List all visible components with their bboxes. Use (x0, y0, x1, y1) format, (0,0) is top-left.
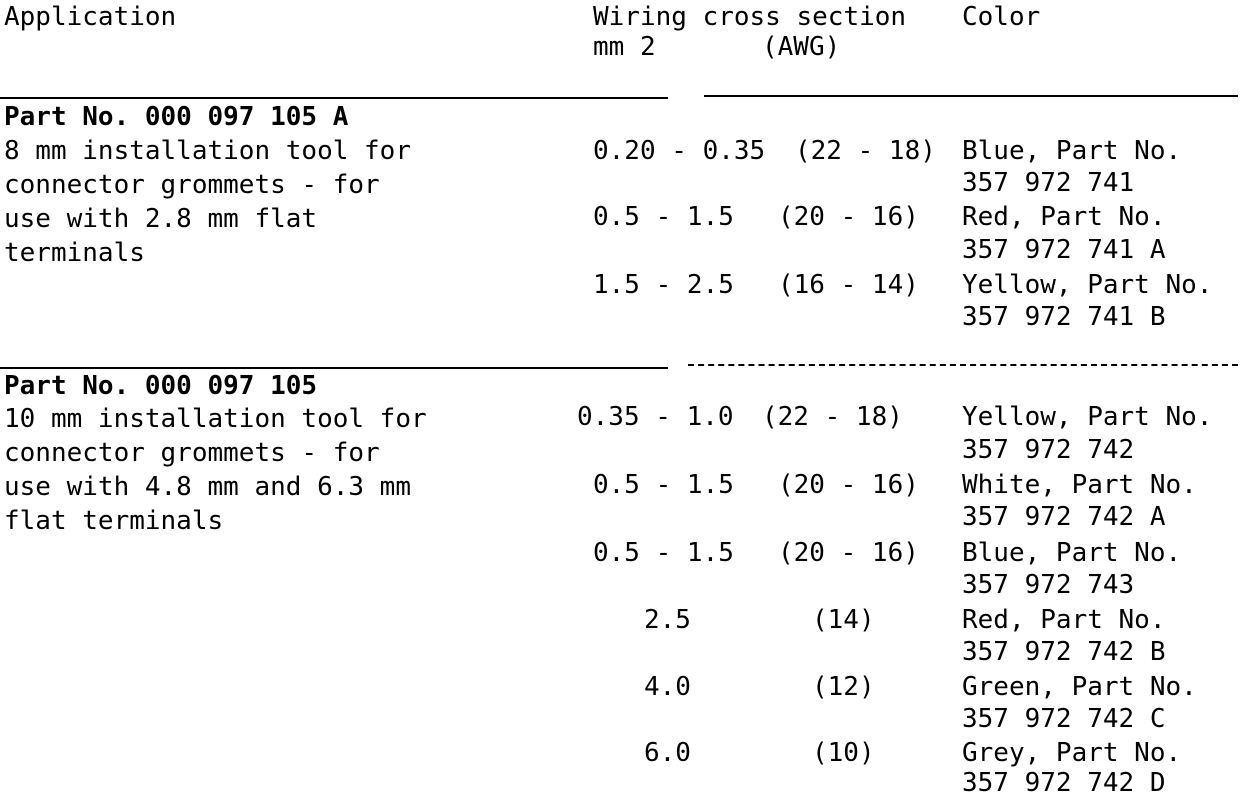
group1-desc-line3: use with 2.8 mm flat (4, 204, 318, 234)
g1-row2-color: Red, Part No. (962, 202, 1166, 232)
g2-row3-awg: (20 - 16) (778, 538, 919, 568)
g2-row3-color: Blue, Part No. (962, 538, 1182, 568)
g2-row5-part: 357 972 742 C (962, 704, 1166, 734)
g1-row3-part: 357 972 741 B (962, 302, 1166, 332)
g1-row3-mm2: 1.5 - 2.5 (593, 270, 734, 300)
group1-desc-line2: connector grommets - for (4, 170, 380, 200)
g1-row3-color: Yellow, Part No. (962, 270, 1213, 300)
g2-row4-awg: (14) (812, 605, 875, 635)
g2-row4-mm2: 2.5 (644, 605, 691, 635)
g2-row1-color: Yellow, Part No. (962, 402, 1213, 432)
g2-row5-color: Green, Part No. (962, 672, 1197, 702)
group2-desc-line3: use with 4.8 mm and 6.3 mm (4, 472, 411, 502)
g2-row4-color: Red, Part No. (962, 605, 1166, 635)
header-awg-bound: (AWG) (762, 32, 841, 62)
g2-row5-awg: (12) (812, 672, 875, 702)
g2-row2-awg: (20 - 16) (778, 470, 919, 500)
header-mm2: mm 2 (593, 32, 656, 62)
group-divider-right (688, 364, 1238, 366)
g2-row5-mm2: 4.0 (644, 672, 691, 702)
group1-desc-line4: terminals (4, 238, 145, 268)
g1-row2-mm2: 0.5 - 1.5 (593, 202, 734, 232)
header-divider-right (704, 95, 1238, 97)
g2-row1-awg: (22 - 18) (762, 402, 903, 432)
g1-row2-awg: (20 - 16) (778, 202, 919, 232)
group1-desc-line1: 8 mm installation tool for (4, 136, 411, 166)
g1-row2-part: 357 972 741 A (962, 235, 1166, 265)
g1-row1-mm2: 0.20 - 0.35 (593, 136, 766, 166)
header-application: Application (4, 2, 177, 32)
g1-row1-part: 357 972 741 (962, 168, 1135, 198)
g1-row1-awg: (22 - 18) (795, 136, 936, 166)
group2-desc-line1: 10 mm installation tool for (4, 404, 427, 434)
g2-row6-part: 357 972 742 D (962, 768, 1166, 798)
header-color: Color (962, 2, 1041, 32)
g1-row1-color: Blue, Part No. (962, 136, 1182, 166)
header-wiring-cross-section: Wiring cross section (593, 2, 907, 32)
g2-row6-color: Grey, Part No. (962, 738, 1182, 768)
g2-row3-part: 357 972 743 (962, 570, 1135, 600)
g2-row6-awg: (10) (812, 738, 875, 768)
g2-row1-part: 357 972 742 (962, 435, 1135, 465)
g2-row4-part: 357 972 742 B (962, 637, 1166, 667)
g2-row3-mm2: 0.5 - 1.5 (593, 538, 734, 568)
g2-row2-color: White, Part No. (962, 470, 1197, 500)
g2-row1-mm2: 0.35 - 1.0 (577, 402, 734, 432)
g2-row6-mm2: 6.0 (644, 738, 691, 768)
group2-part-no: Part No. 000 097 105 (4, 371, 318, 401)
g2-row2-part: 357 972 742 A (962, 502, 1166, 532)
group2-desc-line4: flat terminals (4, 506, 224, 536)
group2-desc-line2: connector grommets - for (4, 438, 380, 468)
g2-row2-mm2: 0.5 - 1.5 (593, 470, 734, 500)
g1-row3-awg: (16 - 14) (778, 270, 919, 300)
group1-part-no: Part No. 000 097 105 A (4, 102, 349, 132)
header-divider (0, 97, 668, 99)
